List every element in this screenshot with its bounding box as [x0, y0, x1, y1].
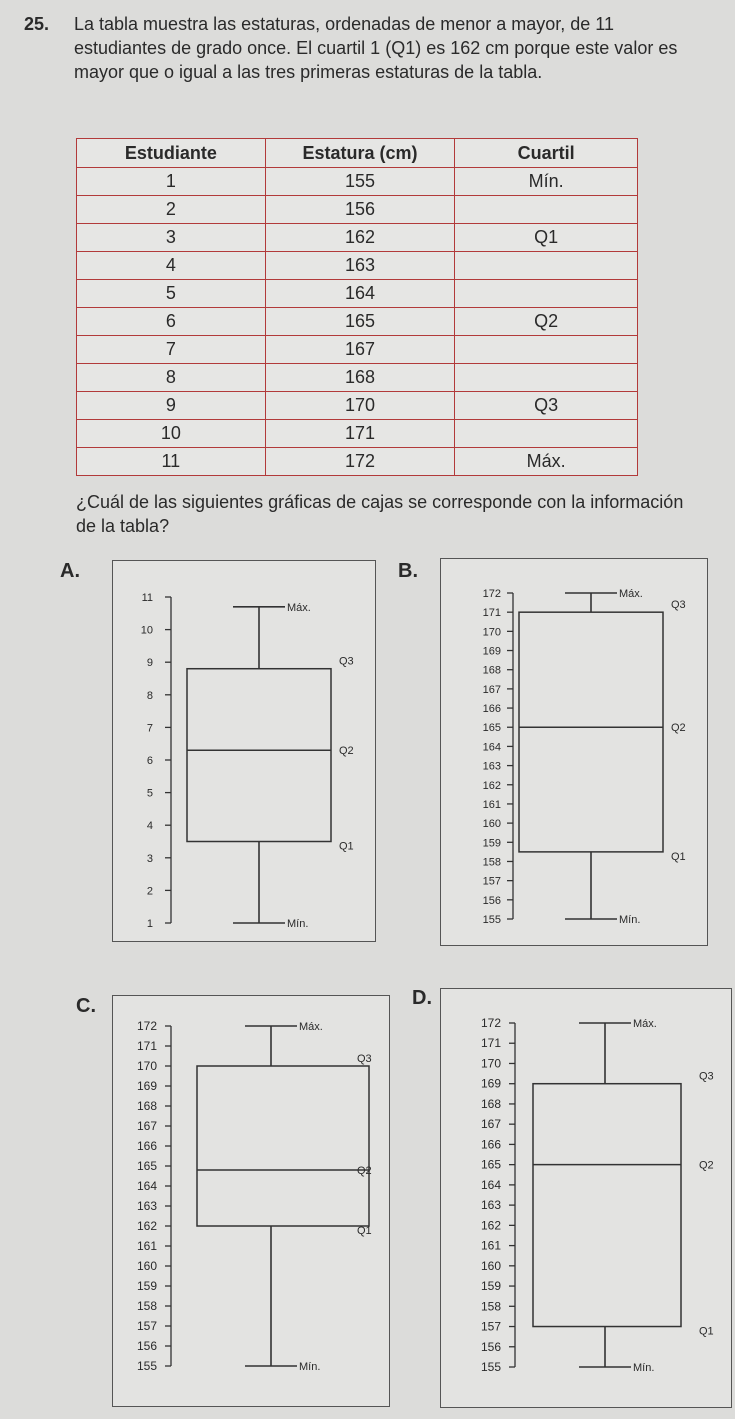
table-cell: 2: [77, 196, 266, 224]
tick-label: 163: [480, 1198, 501, 1213]
table-cell: Máx.: [455, 448, 638, 476]
table-cell: 172: [265, 448, 455, 476]
table-row: [77, 420, 638, 448]
tick-label: 165: [480, 1157, 501, 1172]
question-text: La tabla muestra las estaturas, ordenadas de menor a mayor, de 11 estudiantes de grado once. El cuartil 1 (Q1) es 162 cm porque este valor es mayor que o igual a las tres primeras estaturas de la tabla.: [74, 14, 678, 82]
tick-label: 1: [146, 918, 153, 930]
tick-label: 169: [136, 1079, 157, 1093]
table-cell: 4: [77, 252, 266, 280]
table-header: Estudiante: [77, 139, 266, 168]
boxplot-panel-a[interactable]: [112, 560, 376, 942]
table-cell: [455, 364, 638, 392]
table-cell: 9: [77, 392, 266, 420]
q1-label: Q1: [671, 850, 686, 863]
table-cell: Q3: [455, 392, 638, 420]
iqr-box: [533, 1084, 681, 1327]
prompt: ¿Cuál de las siguientes gráficas de cajas se corresponde con la información de la tabla?: [76, 492, 684, 536]
heights-table: [76, 138, 638, 476]
table-header: Cuartil: [455, 139, 638, 168]
tick-label: 167: [482, 683, 501, 696]
tick-label: 171: [136, 1039, 157, 1053]
tick-label: 7: [146, 722, 153, 735]
tick-label: 165: [136, 1159, 157, 1173]
tick-label: 164: [136, 1179, 157, 1193]
min-label: Mín.: [633, 1362, 655, 1374]
tick-label: 163: [482, 760, 501, 773]
table-cell: 8: [77, 364, 266, 392]
tick-label: 166: [136, 1139, 157, 1153]
table-cell: 1: [77, 168, 266, 196]
table-cell: 155: [265, 168, 455, 196]
tick-label: 166: [482, 703, 501, 716]
tick-label: 162: [482, 779, 501, 792]
table-cell: [455, 196, 638, 224]
tick-label: 171: [480, 1036, 501, 1051]
boxplot-c: [113, 996, 389, 1406]
tick-label: 164: [482, 741, 501, 754]
tick-label: 171: [482, 607, 501, 620]
tick-label: 3: [146, 852, 153, 865]
tick-label: 167: [480, 1117, 501, 1132]
table-cell: Q2: [455, 308, 638, 336]
tick-label: 168: [480, 1096, 501, 1111]
tick-label: 4: [146, 820, 153, 833]
table-cell: [455, 420, 638, 448]
table-header-row: [77, 139, 638, 168]
q3-label: Q3: [357, 1053, 372, 1065]
tick-label: 157: [482, 875, 501, 888]
table-cell: 10: [77, 420, 266, 448]
max-label: Máx.: [287, 601, 311, 614]
boxplot-b: [441, 559, 707, 945]
tick-label: 158: [136, 1299, 157, 1313]
table-cell: 168: [265, 364, 455, 392]
table-row: [77, 448, 638, 476]
tick-label: 155: [482, 914, 501, 926]
table-cell: Mín.: [455, 168, 638, 196]
tick-label: 156: [136, 1339, 157, 1353]
table-row: [77, 252, 638, 280]
option-letter-d: D.: [412, 987, 432, 1009]
tick-label: 163: [136, 1199, 157, 1213]
table-row: [77, 364, 638, 392]
tick-label: 170: [136, 1059, 157, 1073]
tick-label: 158: [482, 856, 501, 869]
table-cell: 170: [265, 392, 455, 420]
tick-label: 11: [141, 592, 153, 604]
table-cell: 164: [265, 280, 455, 308]
table-cell: 163: [265, 252, 455, 280]
boxplot-panel-b[interactable]: [440, 558, 708, 946]
q3-label: Q3: [699, 1070, 714, 1083]
table-body: [77, 168, 638, 476]
boxplot-d: [441, 989, 731, 1407]
table-row: [77, 336, 638, 364]
table-cell: Q1: [455, 224, 638, 252]
tick-label: 160: [480, 1258, 501, 1273]
table-header: Estatura (cm): [265, 139, 455, 168]
table-row: [77, 224, 638, 252]
table-cell: 6: [77, 308, 266, 336]
q2-label: Q2: [671, 722, 686, 735]
q2-label: Q2: [357, 1165, 372, 1177]
table-cell: 167: [265, 336, 455, 364]
table-row: [77, 168, 638, 196]
table-cell: 171: [265, 420, 455, 448]
table-cell: [455, 252, 638, 280]
tick-label: 168: [482, 664, 501, 677]
boxplot-panel-c[interactable]: [112, 995, 390, 1407]
option-letter-a: A.: [60, 560, 80, 582]
tick-label: 157: [136, 1319, 157, 1333]
tick-label: 172: [480, 1016, 501, 1030]
table-row: [77, 280, 638, 308]
tick-label: 9: [146, 657, 153, 670]
q2-label: Q2: [699, 1159, 714, 1172]
question-number: 25.: [24, 14, 50, 34]
tick-label: 169: [480, 1076, 501, 1091]
table-row: [77, 392, 638, 420]
tick-label: 162: [480, 1218, 501, 1233]
q1-label: Q1: [357, 1225, 372, 1237]
tick-label: 160: [482, 818, 501, 831]
tick-label: 158: [480, 1299, 501, 1314]
table-cell: 165: [265, 308, 455, 336]
max-label: Máx.: [633, 1018, 657, 1030]
table-cell: [455, 280, 638, 308]
tick-label: 159: [480, 1279, 501, 1294]
q3-label: Q3: [339, 655, 354, 668]
max-label: Máx.: [619, 588, 643, 600]
tick-label: 162: [136, 1219, 157, 1233]
tick-label: 155: [480, 1360, 501, 1374]
iqr-box: [187, 669, 331, 842]
table-cell: 162: [265, 224, 455, 252]
option-letter-c: C.: [76, 995, 96, 1017]
iqr-box: [197, 1066, 369, 1226]
tick-label: 169: [482, 645, 501, 658]
tick-label: 170: [480, 1056, 501, 1071]
table-cell: 5: [77, 280, 266, 308]
table-cell: 3: [77, 224, 266, 252]
tick-label: 10: [140, 624, 153, 637]
tick-label: 172: [136, 1019, 157, 1033]
table-cell: 11: [77, 448, 266, 476]
boxplot-panel-d[interactable]: [440, 988, 732, 1408]
table-row: [77, 196, 638, 224]
table-cell: 7: [77, 336, 266, 364]
tick-label: 5: [146, 787, 153, 800]
option-letter-b: B.: [398, 560, 418, 582]
tick-label: 160: [136, 1259, 157, 1273]
min-label: Mín.: [287, 918, 309, 930]
max-label: Máx.: [299, 1021, 323, 1033]
q2-label: Q2: [339, 745, 354, 758]
tick-label: 161: [482, 798, 501, 811]
tick-label: 170: [482, 626, 501, 639]
q1-label: Q1: [339, 840, 354, 853]
tick-label: 156: [482, 894, 501, 907]
tick-label: 167: [136, 1119, 157, 1133]
table-cell: 156: [265, 196, 455, 224]
min-label: Mín.: [619, 914, 641, 926]
tick-label: 172: [482, 588, 501, 600]
tick-label: 161: [136, 1239, 157, 1253]
tick-label: 2: [146, 885, 153, 898]
tick-label: 157: [480, 1319, 501, 1334]
tick-label: 164: [480, 1177, 501, 1192]
tick-label: 155: [136, 1359, 157, 1373]
tick-label: 8: [146, 689, 153, 702]
q1-label: Q1: [699, 1325, 714, 1338]
boxplot-a: [113, 561, 375, 941]
tick-label: 159: [136, 1279, 157, 1293]
table-cell: [455, 336, 638, 364]
tick-label: 168: [136, 1099, 157, 1113]
tick-label: 159: [482, 837, 501, 850]
tick-label: 165: [482, 722, 501, 735]
tick-label: 156: [480, 1339, 501, 1354]
iqr-box: [519, 612, 663, 852]
tick-label: 161: [480, 1238, 501, 1253]
tick-label: 166: [480, 1137, 501, 1152]
table-row: [77, 308, 638, 336]
q3-label: Q3: [671, 599, 686, 612]
tick-label: 6: [146, 755, 153, 767]
min-label: Mín.: [299, 1361, 321, 1373]
